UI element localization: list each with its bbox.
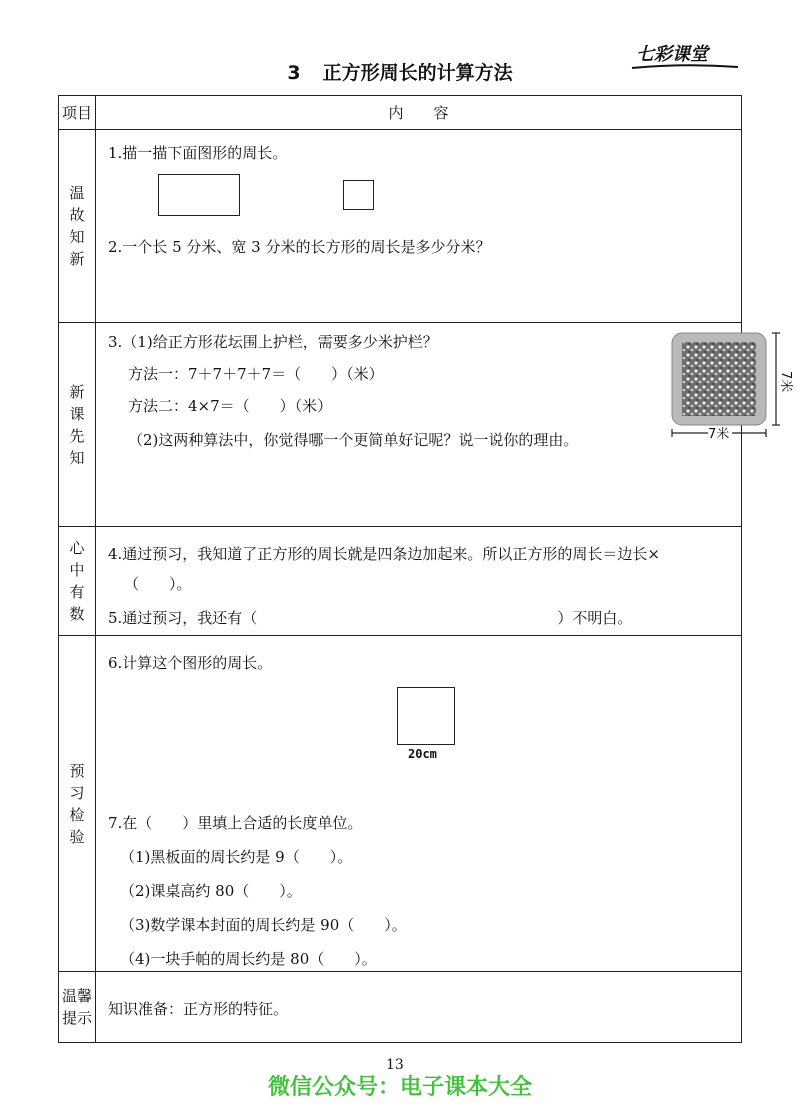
question-7-item-1: （1)黑板面的周长约是 9（ ）。: [120, 848, 353, 866]
brand-swoosh: [630, 64, 740, 70]
worksheet-table: [58, 95, 793, 1043]
section-title: 正方形周长的计算方法: [322, 62, 513, 84]
section-review-label: 温故知新: [59, 130, 96, 323]
flowerbed-bottom-label: 7米: [708, 427, 730, 441]
question-7-item-4: （4)一块手帕的周长约是 80（ ）。: [120, 950, 377, 968]
section-new-lesson-label: 新课先知: [59, 323, 96, 527]
question-4-line-2: （ ）。: [124, 575, 192, 593]
section-number: 3: [287, 62, 301, 84]
section-in-mind-label: 心中有数: [59, 527, 96, 636]
brand-text: 七彩课堂: [636, 44, 708, 65]
question-3-method-2: 方法二：4×7＝（ ）（米）: [128, 397, 333, 415]
question-3-intro: 3.（1)给正方形花坛围上护栏，需要多少米护栏？: [108, 333, 438, 351]
section-review: [96, 130, 741, 322]
question-2: 2.一个长 5 分米、宽 3 分米的长方形的周长是多少分米？: [108, 238, 491, 256]
section-check-label: 预习检验: [59, 636, 96, 972]
section-new-lesson: [96, 323, 793, 526]
watermark-text: 微信公众号：电子课本大全: [267, 1075, 532, 1100]
question-5: 5.通过预习，我还有（ ）不明白。: [108, 609, 633, 627]
col-content-header: 内 容: [96, 96, 742, 130]
square-20cm-figure: [397, 687, 455, 745]
section-check: [96, 636, 741, 971]
question-4-line-1: 4.通过预习，我知道了正方形的周长就是四条边加起来。所以正方形的周长＝边长×: [108, 545, 660, 563]
section-tip-label: 温馨提示: [59, 972, 96, 1043]
question-3-part-2: （2)这两种算法中，你觉得哪一个更简单好记呢？说一说你的理由。: [128, 431, 579, 449]
question-7-item-3: （3)数学课本封面的周长约是 90（ ）。: [120, 916, 407, 934]
col-item-header: 项目: [59, 96, 96, 130]
rectangle-figure: [158, 174, 240, 216]
question-7-intro: 7.在（ ）里填上合适的长度单位。: [108, 814, 363, 832]
question-1: 1.描一描下面图形的周长。: [108, 144, 288, 162]
brand-logo: [636, 40, 708, 66]
square-flowerbed-image: [670, 329, 796, 441]
section-tip: [96, 972, 741, 1042]
flowerbed-side-label: 7米: [778, 371, 793, 393]
question-6: 6.计算这个图形的周长。: [108, 654, 273, 672]
section-in-mind: [96, 527, 741, 635]
square-20cm-label: 20cm: [408, 747, 437, 761]
small-square-figure: [343, 180, 374, 210]
question-3-method-1: 方法一：7＋7＋7＋7＝（ ）（米）: [128, 365, 384, 383]
tip-text: 知识准备：正方形的特征。: [108, 1000, 289, 1018]
page-number: 13: [386, 1057, 404, 1073]
question-7-item-2: （2)课桌高约 80（ ）。: [120, 882, 302, 900]
